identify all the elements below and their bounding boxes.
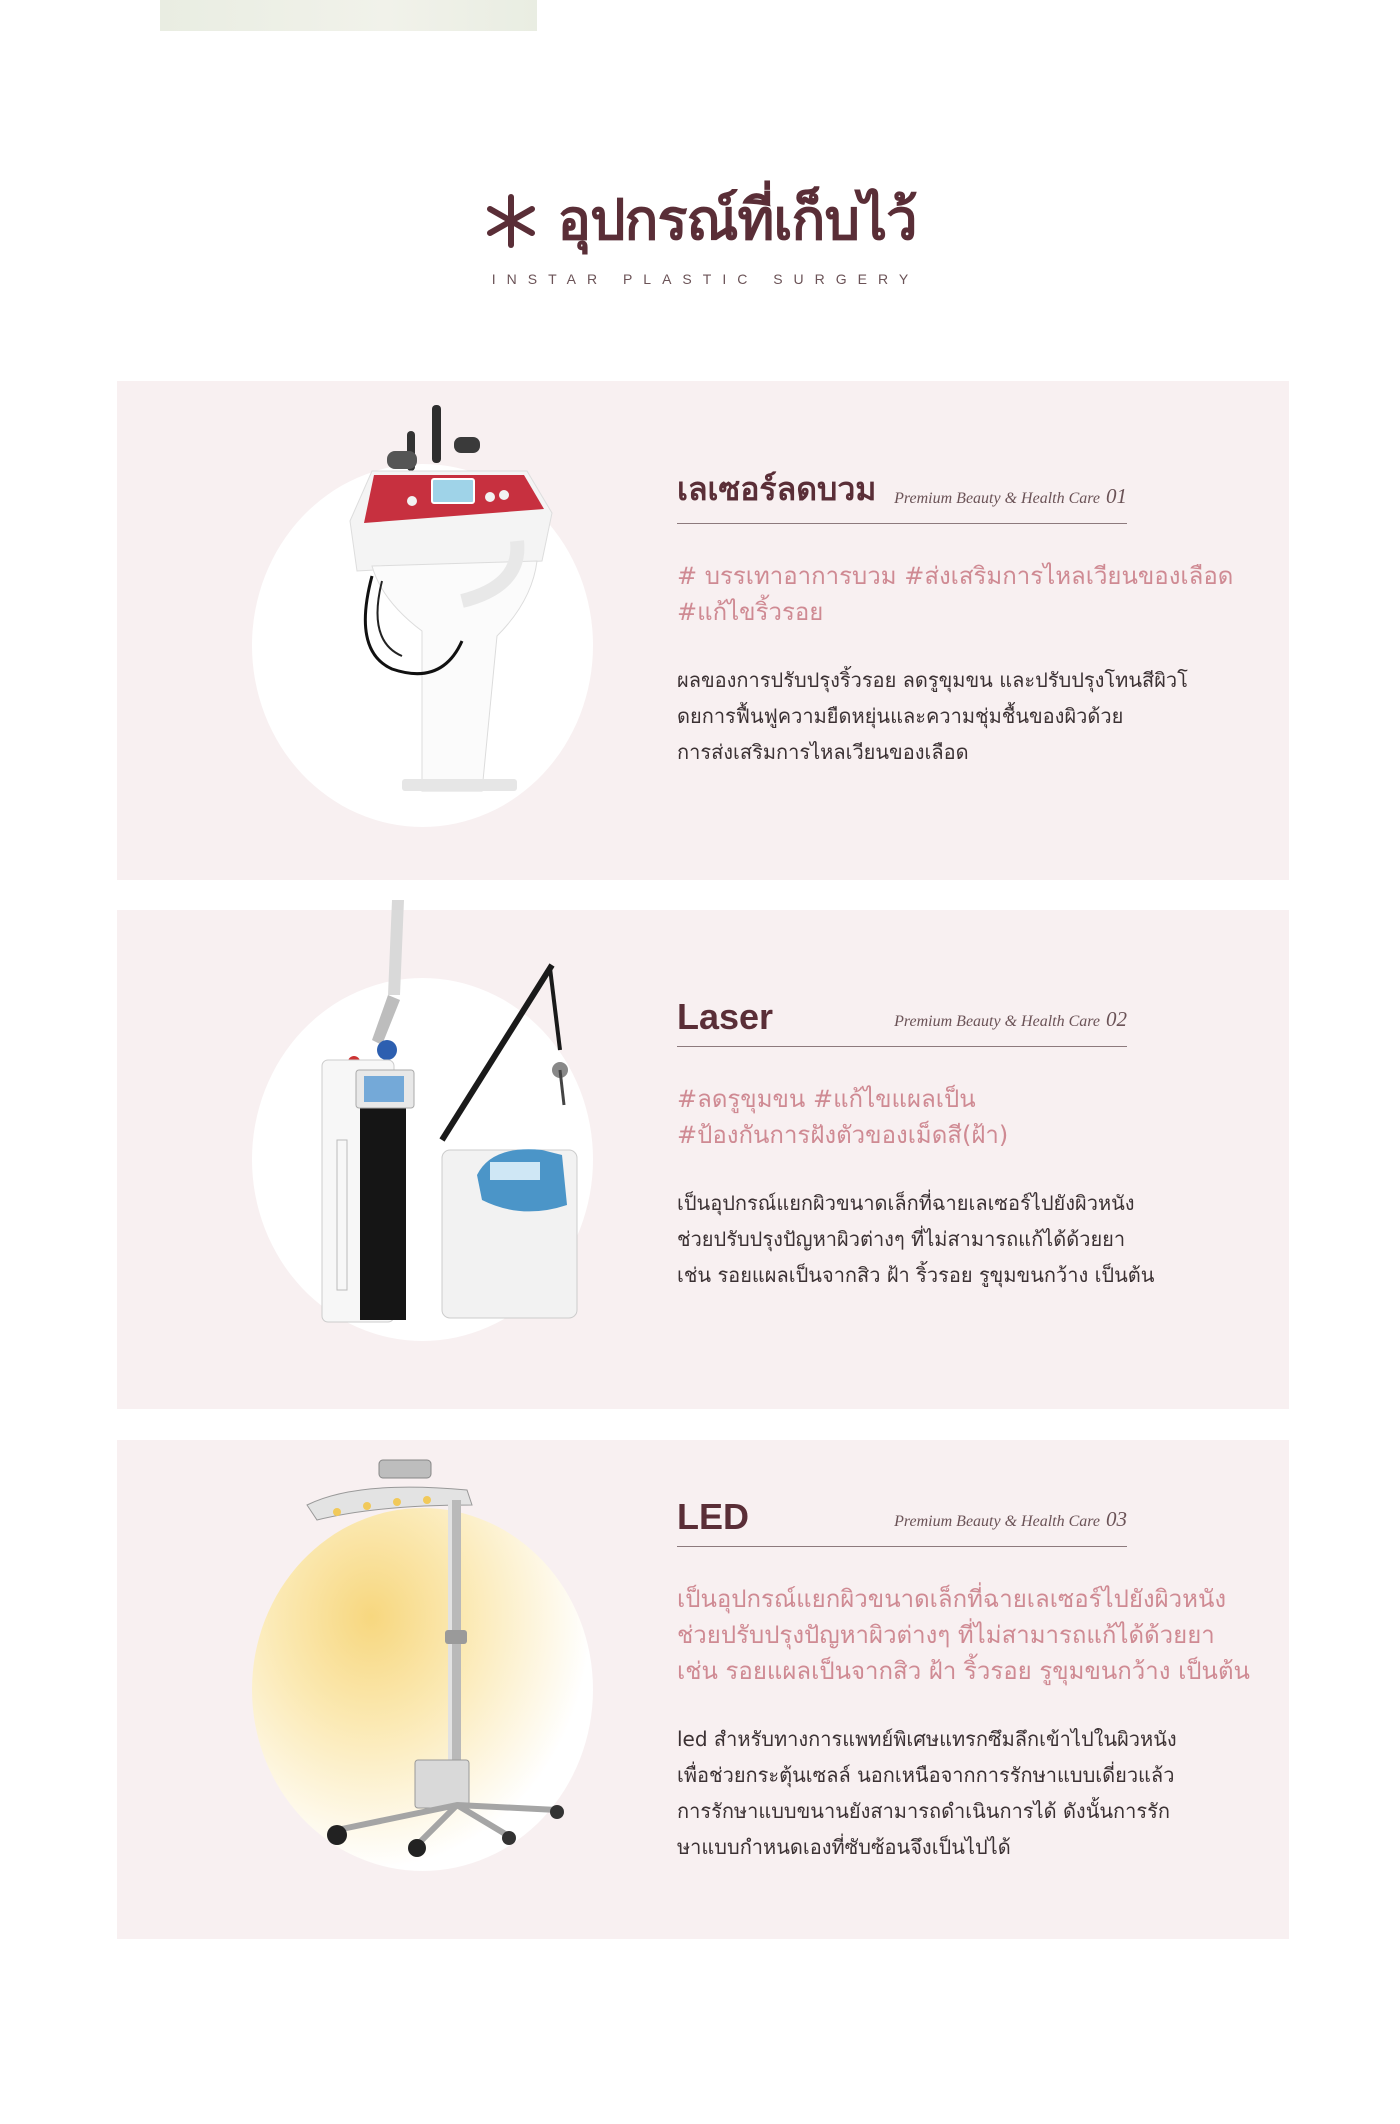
card-content — [677, 992, 1277, 1293]
section-header — [0, 185, 1400, 287]
brand-text: Premium Beauty & Health Care — [894, 490, 1100, 507]
card-number: 02 — [1106, 1007, 1127, 1031]
card-number: 03 — [1106, 1507, 1127, 1531]
led-lamp-device-image — [297, 1460, 597, 1860]
asterisk-icon — [483, 193, 539, 249]
rf-device-image — [312, 401, 572, 796]
device-name: LED — [677, 1496, 749, 1537]
brand-line — [894, 484, 1127, 509]
co2-laser-device-image — [312, 900, 582, 1320]
top-thumbnail-image — [160, 0, 537, 31]
section-title: อุปกรณ์ที่เก็บไว้ — [557, 188, 917, 253]
card-name-row — [677, 469, 1127, 524]
device-tags: เป็นอุปกรณ์แยกผิวขนาดเล็กที่ฉายเลเซอร์ไปยังผิวหนัง ช่วยปรับปรุงปัญหาผิวต่างๆ ที่ไม่สามารถแก้ได้ด้วยยา เช่น รอยแผลเป็นจากสิว ฝ้า ริ้วรอย รูขุมขนกว้าง เป็นต้น — [677, 1585, 1250, 1685]
card-number: 01 — [1106, 484, 1127, 508]
section-subtitle: INSTAR PLASTIC SURGERY — [491, 271, 920, 287]
device-tags: #ลดรูขุมขน #แก้ไขแผลเป็น #ป้องกันการฝังตัวของเม็ดสี(ฝ้า) — [677, 1085, 1009, 1149]
device-tags: # บรรเทาอาการบวม #ส่งเสริมการไหลเวียนของเลือด #แก้ไขริ้วรอย — [677, 562, 1234, 626]
device-description: เป็นอุปกรณ์แยกผิวขนาดเล็กที่ฉายเลเซอร์ไปยังผิวหนัง ช่วยปรับปรุงปัญหาผิวต่างๆ ที่ไม่สามารถแก้ได้ด้วยยา เช่น รอยแผลเป็นจากสิว ฝ้า ริ้วรอย รูขุมขนกว้าง เป็นต้น — [677, 1191, 1155, 1287]
card-content — [677, 469, 1277, 770]
card-name-row — [677, 1492, 1127, 1547]
brand-line — [894, 1007, 1127, 1032]
device-name: เลเซอร์ลดบวม — [677, 470, 877, 508]
equipment-card-2 — [117, 910, 1289, 1409]
equipment-card-3 — [117, 1440, 1289, 1939]
card-name-row — [677, 992, 1127, 1047]
card-content — [677, 1492, 1277, 1865]
device-description: ผลของการปรับปรุงริ้วรอย ลดรูขุมขน และปรับปรุงโทนสีผิวโ ดยการฟื้นฟูความยืดหยุ่นและความชุ่มชื้นของผิวด้วย การส่งเสริมการไหลเวียนของเลือด — [677, 668, 1188, 764]
device-description: led สำหรับทางการแพทย์พิเศษแทรกซึมลึกเข้าไปในผิวหนัง เพื่อช่วยกระตุ้นเซลล์ นอกเหนือจากการรักษาแบบเดี่ยวแล้ว การรักษาแบบขนานยังสามารถดำเนินการได้ ดังนั้นการรัก ษาแบบกำหนดเองที่ซับซ้อนจึงเป็นไปได้ — [677, 1727, 1177, 1859]
brand-text: Premium Beauty & Health Care — [894, 1013, 1100, 1030]
section-title-row — [0, 185, 1400, 257]
brand-line — [894, 1507, 1127, 1532]
equipment-card-1 — [117, 381, 1289, 880]
device-name: Laser — [677, 996, 774, 1037]
brand-text: Premium Beauty & Health Care — [894, 1513, 1100, 1530]
